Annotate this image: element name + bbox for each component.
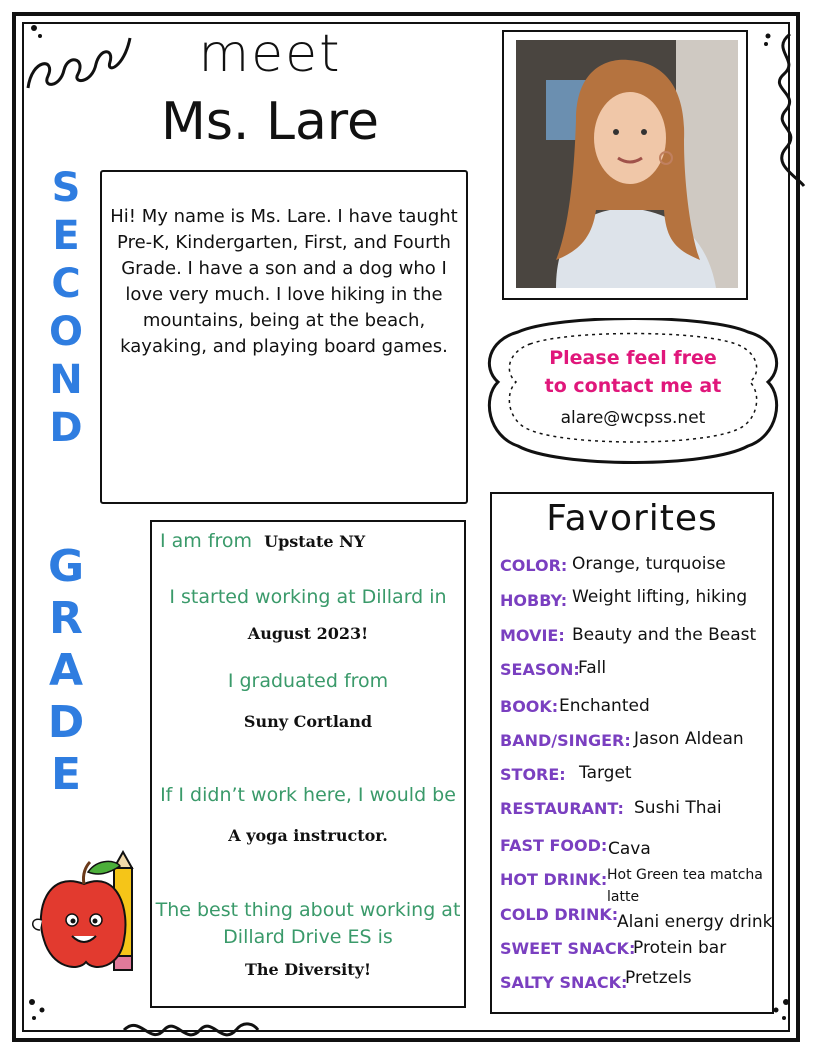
graduated-label: I graduated from <box>227 670 389 692</box>
best-label-line1: The best thing about working at <box>155 899 461 921</box>
fav-value-sweet-snack: Protein bar <box>633 938 727 958</box>
fav-value-season: Fall <box>578 658 607 678</box>
fav-value-hot-drink: Hot Green tea matcha latte <box>607 867 763 905</box>
fav-value-restaurant: Sushi Thai <box>634 798 722 818</box>
letter: G <box>47 541 85 592</box>
letter: C <box>51 261 81 307</box>
letter: N <box>49 357 83 403</box>
graduated-value: Suny Cortland <box>243 712 373 731</box>
best-value: The Diversity! <box>245 960 371 979</box>
fav-value-color: Orange, turquoise <box>572 554 726 574</box>
letter: S <box>51 165 81 211</box>
contact-heading <box>528 344 738 400</box>
fav-label-store: STORE: <box>500 765 566 784</box>
letter: A <box>48 645 84 696</box>
from-label-text: I am from <box>160 530 253 552</box>
fav-value-hobby: Weight lifting, hiking <box>572 587 748 607</box>
fav-label-season: SEASON: <box>500 660 580 679</box>
letter: E <box>52 213 80 259</box>
fav-label-hot-drink: HOT DRINK: <box>500 870 608 889</box>
loop-doodle-bottom <box>120 1010 260 1050</box>
letter: E <box>50 749 82 800</box>
wouldbe-value: A yoga instructor. <box>228 826 388 845</box>
fav-value-cold-drink: Alani energy drink <box>617 912 773 932</box>
letter: O <box>48 309 83 355</box>
fav-label-sweet-snack: SWEET SNACK: <box>500 939 636 958</box>
fav-value-store: Target <box>579 763 632 783</box>
fav-value-band-singer: Jason Aldean <box>634 729 744 749</box>
bio-text: Hi! My name is Ms. Lare. I have taught Pre-K, Kindergarten, First, and Fourth Grade. I have a son and a dog who I love very much. I love hiking in the mountains, being at the beach, kayaking, and playing board games. <box>110 206 458 357</box>
fav-value-movie: Beauty and the Beast <box>572 625 757 645</box>
teacher-photo <box>516 40 738 288</box>
meet-heading: meet <box>198 24 342 84</box>
fav-label-book: BOOK: <box>500 697 559 716</box>
wouldbe-label: If I didn’t work here, I would be <box>160 784 456 806</box>
fav-value-book: Enchanted <box>559 696 650 716</box>
letter: D <box>49 405 83 451</box>
from-label <box>160 530 365 552</box>
fav-label-movie: MOVIE: <box>500 626 565 645</box>
fav-label-band-singer: BAND/SINGER: <box>500 731 631 750</box>
fav-label-restaurant: RESTAURANT: <box>500 799 624 818</box>
loop-doodle-top-right <box>760 30 810 190</box>
dots-bottom-left <box>26 996 56 1026</box>
fav-label-color: COLOR: <box>500 556 568 575</box>
grade-vertical-text <box>40 541 92 805</box>
letter: D <box>47 697 85 748</box>
contact-heading-line1: Please feel free <box>549 347 717 369</box>
favorites-title: Favorites <box>546 498 718 539</box>
fav-value-fast-food: Cava <box>608 839 651 859</box>
fav-label-salty-snack: SALTY SNACK: <box>500 973 628 992</box>
started-value: August 2023! <box>247 624 369 643</box>
fav-label-cold-drink: COLD DRINK: <box>500 905 619 924</box>
fav-label-fast-food: FAST FOOD: <box>500 836 608 855</box>
contact-heading-line2: to contact me at <box>544 375 722 397</box>
apple-pencil-icon <box>28 850 143 978</box>
contact-email[interactable]: alare@wcpss.net <box>560 408 706 428</box>
from-value: Upstate NY <box>264 532 366 551</box>
letter: R <box>49 593 83 644</box>
fav-label-hobby: HOBBY: <box>500 591 568 610</box>
second-vertical-text <box>40 165 92 456</box>
loop-doodle-top-left <box>18 18 138 98</box>
best-label-line2: Dillard Drive ES is <box>223 926 393 948</box>
started-label: I started working at Dillard in <box>169 586 447 608</box>
fav-value-salty-snack: Pretzels <box>625 968 692 988</box>
teacher-name: Ms. Lare <box>160 92 380 152</box>
